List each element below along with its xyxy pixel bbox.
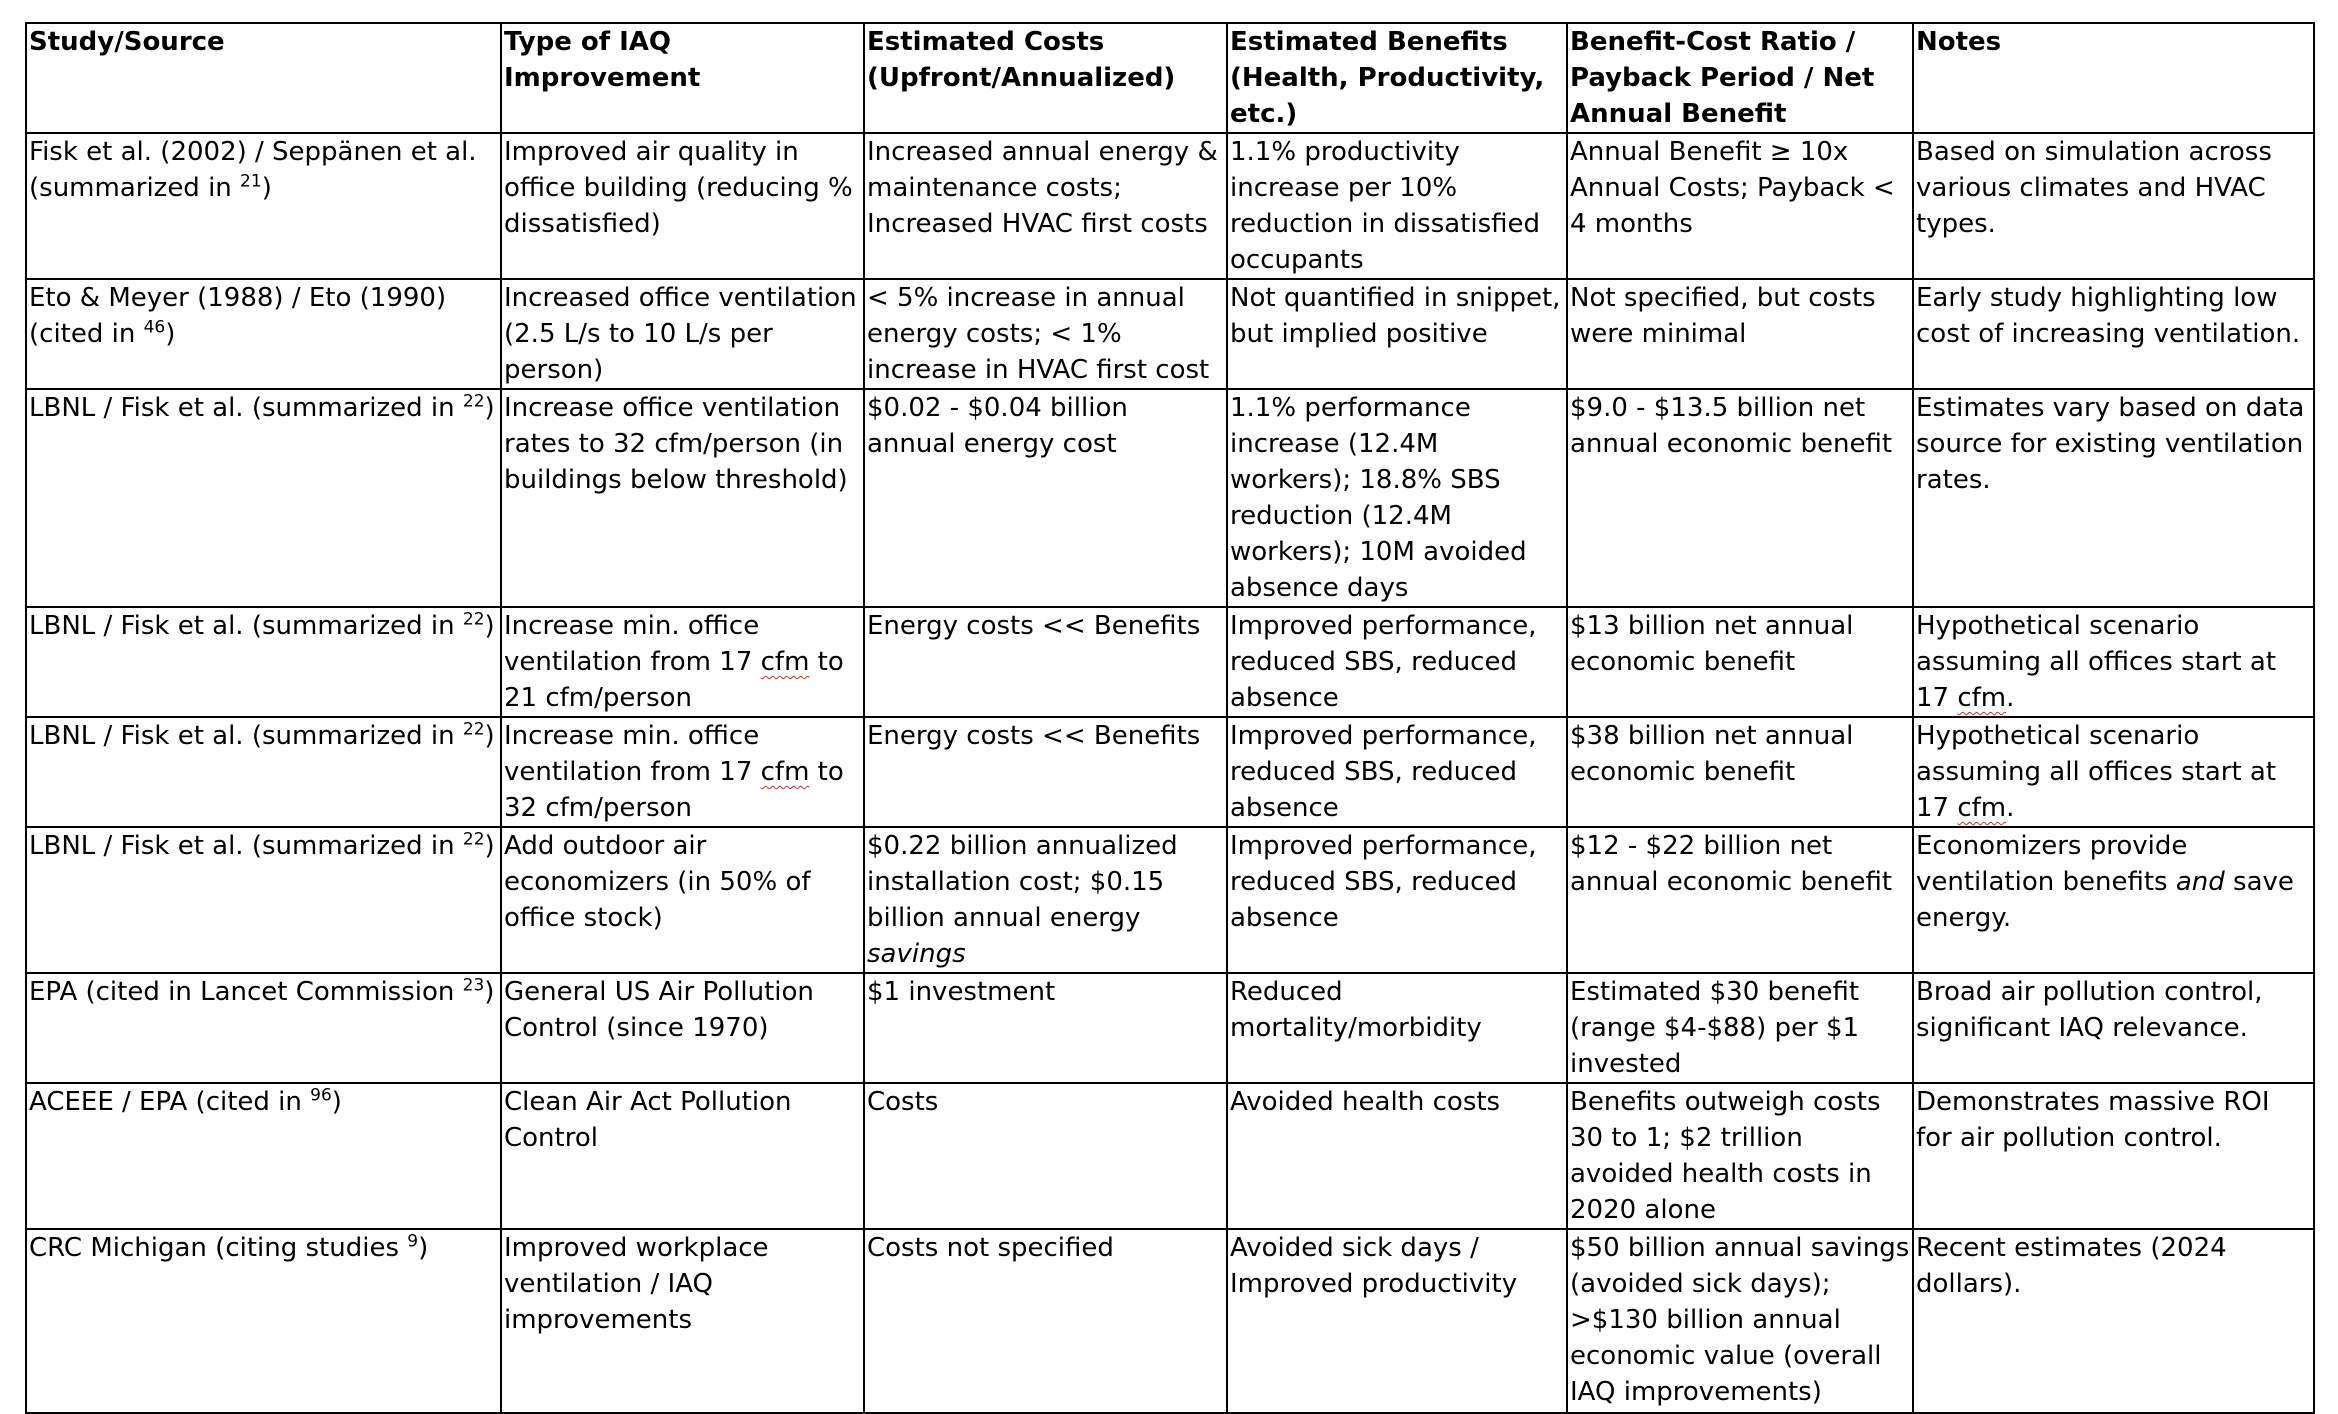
- cell-type: Add outdoor air economizers (in 50% of office stock): [501, 827, 864, 973]
- cell-notes: Based on simulation across various climates and HVAC types.: [1913, 133, 2314, 279]
- emphasis-text: savings: [867, 939, 966, 969]
- cell-notes: Hypothetical scenario assuming all offices start at 17 cfm.: [1913, 717, 2314, 827]
- citation-ref[interactable]: 22: [462, 391, 485, 412]
- cell-notes: Demonstrates massive ROI for air pollution control.: [1913, 1083, 2314, 1229]
- cell-type: General US Air Pollution Control (since 1970): [501, 973, 864, 1083]
- cell-ratio: Benefits outweigh costs 30 to 1; $2 trillion avoided health costs in 2020 alone: [1567, 1083, 1913, 1229]
- cell-costs: $0.02 - $0.04 billion annual energy cost: [864, 389, 1227, 607]
- header-estimated-costs: Estimated Costs (Upfront/Annualized): [864, 23, 1227, 133]
- spellcheck-flag[interactable]: cfm: [1957, 683, 2007, 713]
- table-row: [26, 1083, 2314, 1229]
- cell-source: Eto & Meyer (1988) / Eto (1990) (cited in $^{46}$): [26, 279, 501, 389]
- cell-notes: Hypothetical scenario assuming all offices start at 17 cfm.: [1913, 607, 2314, 717]
- cell-notes: Estimates vary based on data source for existing ventilation rates.: [1913, 389, 2314, 607]
- citation-ref[interactable]: 23: [462, 975, 485, 996]
- cell-costs: $0.22 billion annualized installation cost; $0.15 billion annual energy savings: [864, 827, 1227, 973]
- table-row: [26, 133, 2314, 279]
- cell-type: Clean Air Act Pollution Control: [501, 1083, 864, 1229]
- cell-source: LBNL / Fisk et al. (summarized in $^{22}$): [26, 827, 501, 973]
- cell-notes: Recent estimates (2024 dollars).: [1913, 1229, 2314, 1413]
- cell-ratio: $12 - $22 billion net annual economic benefit: [1567, 827, 1913, 973]
- cell-source: LBNL / Fisk et al. (summarized in $^{22}$): [26, 389, 501, 607]
- cell-source: LBNL / Fisk et al. (summarized in $^{22}$): [26, 607, 501, 717]
- spellcheck-flag[interactable]: cfm: [1957, 793, 2007, 823]
- cell-benefits: 1.1% productivity increase per 10% reduction in dissatisfied occupants: [1227, 133, 1567, 279]
- cell-ratio: $9.0 - $13.5 billion net annual economic benefit: [1567, 389, 1913, 607]
- cell-ratio: Not specified, but costs were minimal: [1567, 279, 1913, 389]
- cell-source: CRC Michigan (citing studies $^9$): [26, 1229, 501, 1413]
- header-estimated-benefits: Estimated Benefits (Health, Productivity, etc.): [1227, 23, 1567, 133]
- table-row: [26, 827, 2314, 973]
- cell-benefits: Improved performance, reduced SBS, reduced absence: [1227, 607, 1567, 717]
- citation-ref[interactable]: 96: [310, 1085, 332, 1106]
- cell-costs: $1 investment: [864, 973, 1227, 1083]
- citation-ref[interactable]: 22: [462, 829, 485, 850]
- cell-type: Improved workplace ventilation / IAQ improvements: [501, 1229, 864, 1413]
- cell-type: Increased office ventilation (2.5 L/s to 10 L/s per person): [501, 279, 864, 389]
- header-iaq-type: Type of IAQ Improvement: [501, 23, 864, 133]
- cell-type: Increase office ventilation rates to 32 cfm/person (in buildings below threshold): [501, 389, 864, 607]
- cell-type: Increase min. office ventilation from 17 cfm to 32 cfm/person: [501, 717, 864, 827]
- cell-ratio: $13 billion net annual economic benefit: [1567, 607, 1913, 717]
- header-notes: Notes: [1913, 23, 2314, 133]
- cell-source: ACEEE / EPA (cited in $^{96}$): [26, 1083, 501, 1229]
- cell-benefits: Not quantified in snippet, but implied positive: [1227, 279, 1567, 389]
- citation-ref[interactable]: 22: [462, 609, 485, 630]
- table-row: [26, 607, 2314, 717]
- table-row: [26, 717, 2314, 827]
- cell-benefits: Reduced mortality/morbidity: [1227, 973, 1567, 1083]
- citation-ref[interactable]: 22: [462, 719, 485, 740]
- spellcheck-flag[interactable]: cfm: [760, 647, 810, 677]
- iaq-cost-benefit-table: [25, 22, 2315, 1414]
- cell-notes: Economizers provide ventilation benefits and save energy.: [1913, 827, 2314, 973]
- cell-costs: Increased annual energy & maintenance costs; Increased HVAC first costs: [864, 133, 1227, 279]
- cell-ratio: $38 billion net annual economic benefit: [1567, 717, 1913, 827]
- cell-costs: Energy costs << Benefits: [864, 717, 1227, 827]
- cell-type: Increase min. office ventilation from 17 cfm to 21 cfm/person: [501, 607, 864, 717]
- cell-ratio: Annual Benefit ≥ 10x Annual Costs; Payback < 4 months: [1567, 133, 1913, 279]
- cell-benefits: Improved performance, reduced SBS, reduced absence: [1227, 827, 1567, 973]
- citation-ref[interactable]: 46: [143, 317, 166, 338]
- cell-notes: Early study highlighting low cost of increasing ventilation.: [1913, 279, 2314, 389]
- cell-costs: Costs not specified: [864, 1229, 1227, 1413]
- header-row: [26, 23, 2314, 133]
- table-row: [26, 389, 2314, 607]
- cell-ratio: Estimated $30 benefit (range $4-$88) per $1 invested: [1567, 973, 1913, 1083]
- emphasis-text: and: [2175, 867, 2225, 897]
- cell-benefits: Improved performance, reduced SBS, reduced absence: [1227, 717, 1567, 827]
- cell-source: Fisk et al. (2002) / Seppänen et al. (summarized in $^{21}$): [26, 133, 501, 279]
- cell-costs: < 5% increase in annual energy costs; < 1% increase in HVAC first cost: [864, 279, 1227, 389]
- cell-notes: Broad air pollution control, significant IAQ relevance.: [1913, 973, 2314, 1083]
- header-benefit-cost-ratio: Benefit-Cost Ratio / Payback Period / Net Annual Benefit: [1567, 23, 1913, 133]
- header-study-source: Study/Source: [26, 23, 501, 133]
- citation-ref[interactable]: 9: [407, 1231, 419, 1252]
- cell-benefits: 1.1% performance increase (12.4M workers); 18.8% SBS reduction (12.4M workers); 10M avoided absence days: [1227, 389, 1567, 607]
- table-row: [26, 279, 2314, 389]
- cell-costs: Costs: [864, 1083, 1227, 1229]
- table-row: [26, 1229, 2314, 1413]
- citation-ref[interactable]: 21: [240, 171, 262, 192]
- cell-source: EPA (cited in Lancet Commission $^{23}$): [26, 973, 501, 1083]
- cell-benefits: Avoided sick days / Improved productivity: [1227, 1229, 1567, 1413]
- cell-source: LBNL / Fisk et al. (summarized in $^{22}$): [26, 717, 501, 827]
- cell-ratio: $50 billion annual savings (avoided sick days); >$130 billion annual economic value (overall IAQ improvements): [1567, 1229, 1913, 1413]
- cell-type: Improved air quality in office building (reducing % dissatisfied): [501, 133, 864, 279]
- table-row: [26, 973, 2314, 1083]
- cell-costs: Energy costs << Benefits: [864, 607, 1227, 717]
- cell-benefits: Avoided health costs: [1227, 1083, 1567, 1229]
- spellcheck-flag[interactable]: cfm: [760, 757, 810, 787]
